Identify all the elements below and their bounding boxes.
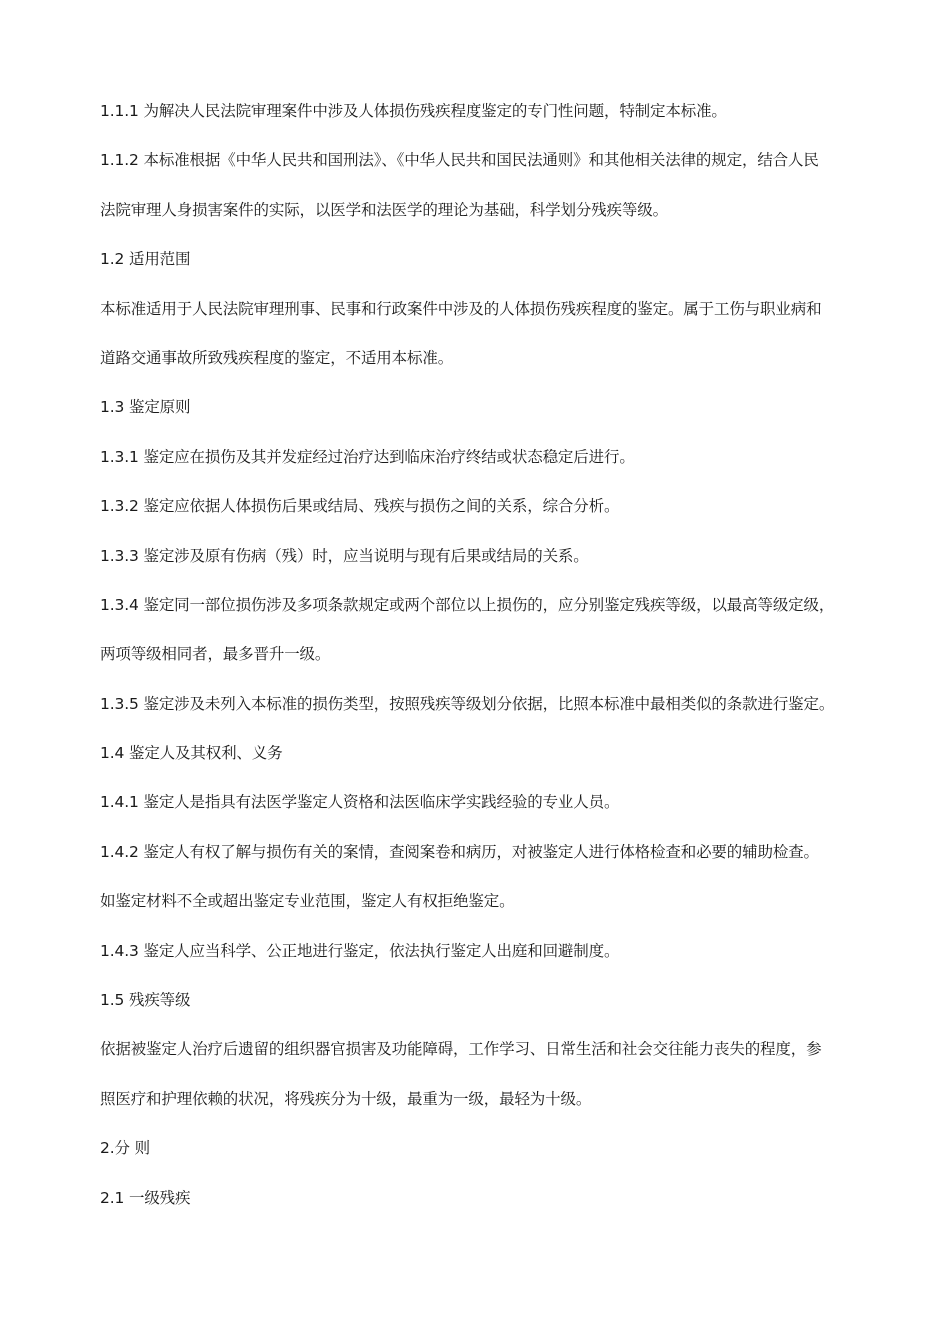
heading-1-4: 1.4 鉴定人及其权利、义务 (100, 744, 283, 763)
scope-paragraph: 本标准适用于人民法院审理刑事、民事和行政案件中涉及的人体损伤残疾程度的鉴定。属于工伤与职业病和 (100, 299, 822, 318)
clause-1-4-2-continued: 如鉴定材料不全或超出鉴定专业范围，鉴定人有权拒绝鉴定。 (100, 892, 515, 911)
clause-1-3-2: 1.3.2 鉴定应依据人体损伤后果或结局、残疾与损伤之间的关系，综合分析。 (100, 497, 620, 516)
clause-1-1-1: 1.1.1 为解决人民法院审理案件中涉及人体损伤残疾程度鉴定的专门性问题，特制定本标准。 (100, 102, 727, 120)
document-body (100, 99, 890, 1235)
heading-1-3: 1.3 鉴定原则 (100, 398, 191, 417)
clause-1-3-5: 1.3.5 鉴定涉及未列入本标准的损伤类型，按照残疾等级划分依据，比照本标准中最相类似的条款进行鉴定。 (100, 694, 835, 713)
heading-2-1: 2.1 一级残疾 (100, 1188, 191, 1207)
clause-1-3-1: 1.3.1 鉴定应在损伤及其并发症经过治疗达到临床治疗终结或状态稳定后进行。 (100, 447, 635, 466)
clause-1-3-4-continued: 两项等级相同者，最多晋升一级。 (100, 645, 331, 664)
heading-2: 2.分 则 (100, 1139, 150, 1158)
heading-1-2: 1.2 适用范围 (100, 250, 191, 269)
clause-1-1-2-continued: 法院审理人身损害案件的实际，以医学和法医学的理论为基础，科学划分残疾等级。 (100, 200, 668, 219)
clause-1-1-2: 1.1.2 本标准根据《中华人民共和国刑法》、《中华人民共和国民法通则》和其他相关法律的规定，结合人民 (100, 151, 819, 170)
clause-1-4-2: 1.4.2 鉴定人有权了解与损伤有关的案情，查阅案卷和病历，对被鉴定人进行体格检查和必要的辅助检查。 (100, 842, 819, 861)
scope-paragraph-continued: 道路交通事故所致残疾程度的鉴定，不适用本标准。 (100, 348, 454, 367)
clause-1-4-3: 1.4.3 鉴定人应当科学、公正地进行鉴定，依法执行鉴定人出庭和回避制度。 (100, 941, 620, 960)
grading-paragraph: 依据被鉴定人治疗后遗留的组织器官损害及功能障碍，工作学习、日常生活和社会交往能力丧失的程度，参 (100, 1040, 822, 1059)
grading-paragraph-continued: 照医疗和护理依赖的状况，将残疾分为十级，最重为一级，最轻为十级。 (100, 1089, 592, 1108)
heading-1-5: 1.5 残疾等级 (100, 991, 191, 1010)
clause-1-3-4: 1.3.4 鉴定同一部位损伤涉及多项条款规定或两个部位以上损伤的，应分别鉴定残疾等级，以最高等级定级， (100, 595, 835, 614)
clause-1-4-1: 1.4.1 鉴定人是指具有法医学鉴定人资格和法医临床学实践经验的专业人员。 (100, 793, 620, 812)
clause-1-3-3: 1.3.3 鉴定涉及原有伤病（残）时，应当说明与现有后果或结局的关系。 (100, 546, 589, 565)
